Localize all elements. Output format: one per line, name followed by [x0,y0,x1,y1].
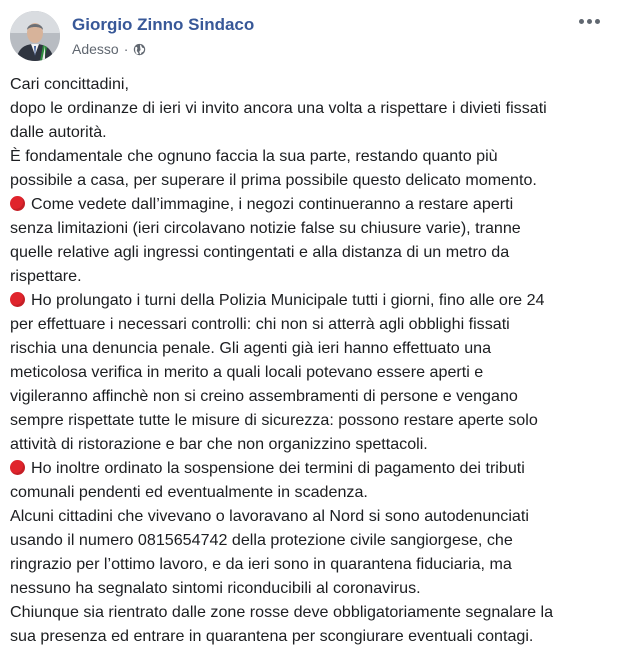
meta-separator: · [123,41,129,57]
avatar-photo [10,11,60,61]
post-text-line [10,408,610,432]
post-text-content: Cari concittadini, [10,75,129,93]
post-text-content: per effettuare i necessari controlli: chi non si atterrà agli obblighi fissati [10,315,510,333]
post-meta [72,41,146,57]
red-circle-icon [10,460,25,475]
post-text-line [10,384,610,408]
post-text-content: dalle autorità. [10,123,107,141]
post-text-content: Come vedete dall’immagine, i negozi continueranno a restare aperti [31,195,514,213]
post-text-line [10,576,610,600]
post-text-line [10,144,610,168]
post-text-content: sempre rispettate tutte le misure di sicurezza: possono restare aperte solo [10,411,538,429]
post-text-line [10,360,610,384]
more-dot [579,19,584,24]
post-text-line [10,528,610,552]
post-text-line [10,552,610,576]
post-text-content: ringrazio per l’ottimo lavoro, e da ieri sono in quarantena fiduciaria, ma [10,555,512,573]
post-text-content: comunali pendenti ed eventualmente in scadenza. [10,483,368,501]
post-text-line [10,288,610,312]
post-text-line [10,96,610,120]
post-text-content: dopo le ordinanze di ieri vi invito ancora una volta a rispettare i divieti fissati [10,99,547,117]
post-text-content: quelle relative agli ingressi contingentati e alla distanza di un metro da [10,243,510,261]
post-text-content: rispettare. [10,267,82,285]
post-text-line [10,216,610,240]
post-author-link[interactable]: Giorgio Zinno Sindaco [72,15,255,34]
post-text-line [10,240,610,264]
post-text-content: È fondamentale che ognuno faccia la sua parte, restando quanto più [10,147,498,165]
post-text-line [10,120,610,144]
post-text-line [10,480,610,504]
post-text-line [10,456,610,480]
more-dot [587,19,592,24]
post-text-line [10,624,610,648]
post-text-line [10,336,610,360]
post-text-content: rischia una denuncia penale. Gli agenti già ieri hanno effettuato una [10,339,492,357]
post-text-line [10,72,610,96]
post-text-line [10,168,610,192]
post-header [10,11,610,61]
post-text-content: nessuno ha segnalato sintomi riconducibili al coronavirus. [10,579,421,597]
post-text-content: usando il numero 0815654742 della protezione civile sangiorgese, che [10,531,513,549]
post-text-content: sua presenza ed entrare in quarantena per scongiurare eventuali contagi. [10,627,534,645]
post-text-content: Ho prolungato i turni della Polizia Municipale tutti i giorni, fino alle ore 24 [31,291,545,309]
post-text-content: meticolosa verifica in merito a quali locali potevano essere aperti e [10,363,484,381]
post-text-content: vigileranno affinchè non si creino assembramenti di persone e vengano [10,387,518,405]
red-circle-icon [10,292,25,307]
post-text [10,72,610,648]
post-text-content: Ho inoltre ordinato la sospensione dei termini di pagamento dei tributi [31,459,525,477]
post-text-line [10,432,610,456]
avatar[interactable] [10,11,60,61]
post-text-line [10,192,610,216]
post-text-content: Alcuni cittadini che vivevano o lavoravano al Nord si sono autodenunciati [10,507,529,525]
post-text-line [10,264,610,288]
post-text-content: possibile a casa, per superare il prima possibile questo delicato momento. [10,171,537,189]
more-options-icon[interactable] [574,11,604,31]
post-text-content: senza limitazioni (ieri circolavano notizie false su chiusure varie), tranne [10,219,521,237]
red-circle-icon [10,196,25,211]
post-text-content: attività di ristorazione e bar che non organizzino spettacoli. [10,435,428,453]
post-timestamp[interactable]: Adesso [72,41,119,57]
post-text-line [10,504,610,528]
globe-icon[interactable] [133,43,146,56]
post-text-line [10,600,610,624]
more-dot [595,19,600,24]
post-text-line [10,312,610,336]
post-text-content: Chiunque sia rientrato dalle zone rosse deve obbligatoriamente segnalare la [10,603,554,621]
